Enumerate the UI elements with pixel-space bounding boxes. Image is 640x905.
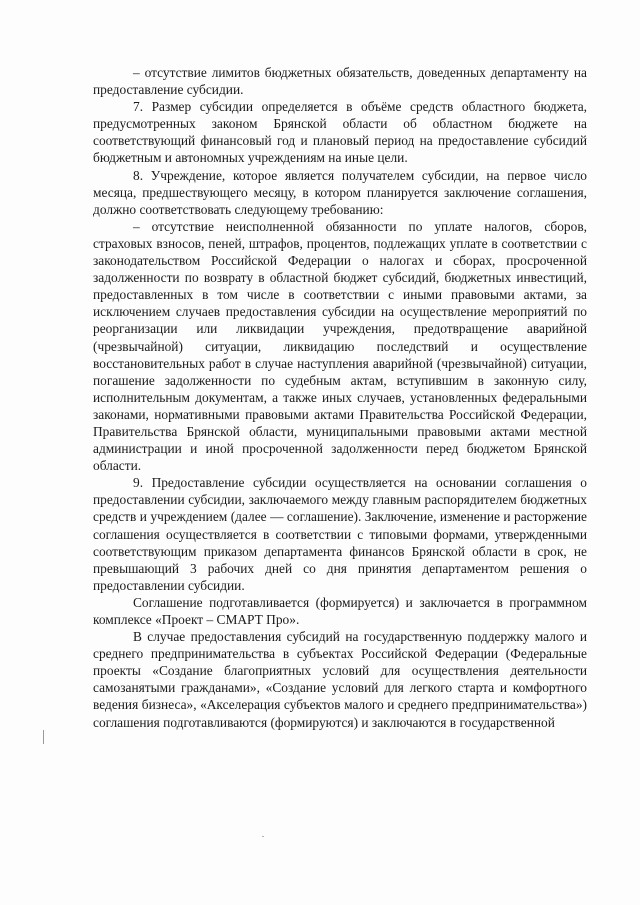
document-body — [93, 64, 587, 731]
scan-dot — [262, 836, 264, 837]
paragraph-7-subsidy-amount: 7. Размер субсидии определяется в объёме средств областного бюджета, предусмотренных законом Брянской области об областном бюджете на соответствующий финансовый год и плановый период на предоставление субсидий бюджетным и автономных учреждениям на иные цели. — [93, 99, 587, 166]
paragraph-8-recipient-requirements: 8. Учреждение, которое является получателем субсидии, на первое число месяца, предшествующего месяцу, в котором планируется заключение соглашения, должно соответствовать следующему требованию: — [93, 167, 587, 217]
paragraph-sme-support: В случае предоставления субсидий на государственную поддержку малого и среднего предпринимательства в субъектах Российской Федерации (Федеральные проекты «Создание благоприятных условий для осуществления деятельности самозанятыми гражданами», «Создание условий для легкого старта и комфортного ведения бизнеса», «Акселерация субъектов малого и среднего предпринимательства») соглашения подготавливаются (формируются) и заключаются в государственной — [93, 629, 587, 730]
paragraph-limits-absence: – отсутствие лимитов бюджетных обязательств, доведенных департаменту на предоставление субсидии. — [93, 65, 587, 98]
paragraph-agreement-software: Соглашение подготавливается (формируется) и заключается в программном комплексе «Проект – СМАРТ Про». — [93, 594, 587, 627]
paragraph-9-agreement-basis: 9. Предоставление субсидии осуществляется на основании соглашения о предоставлении субсидии, заключаемого между главным распорядителем бюджетных средств и учреждением (далее — соглашение). Заключение, изменение и расторжение соглашения осуществляется в соответствии с типовыми формами, утвержденными соответствующим приказом департамента финансов Брянской области в срок, не превышающий 3 рабочих дней со дня принятия департаментом решения о предоставлении субсидии. — [93, 475, 587, 593]
paragraph-no-outstanding-obligations: – отсутствие неисполненной обязанности по уплате налогов, сборов, страховых взносов, пеней, штрафов, процентов, подлежащих уплате в соответствии с законодательством Российской Федерации о налогах и сборах, просроченной задолженности по возврату в областной бюджет субсидий, бюджетных инвестиций, предоставленных в том числе в соответствии с иными правовыми актами, за исключением случаев предоставления субсидии на осуществление мероприятий по реорганизации или ликвидации учреждения, предотвращение аварийной (чрезвычайной) ситуации, ликвидацию последствий и осуществление восстановительных работ в случае наступления аварийной (чрезвычайной) ситуации, погашение задолженности по судебным актам, вступившим в законную силу, исполнительным документам, а также иных случаев, установленных федеральными законами, нормативными правовыми актами Правительства Российской Федерации, Правительства Брянской области, муниципальными правовыми актами местной администрации и иной просроченной задолженности перед бюджетом Брянской области. — [93, 218, 587, 474]
margin-scan-mark — [43, 730, 44, 744]
